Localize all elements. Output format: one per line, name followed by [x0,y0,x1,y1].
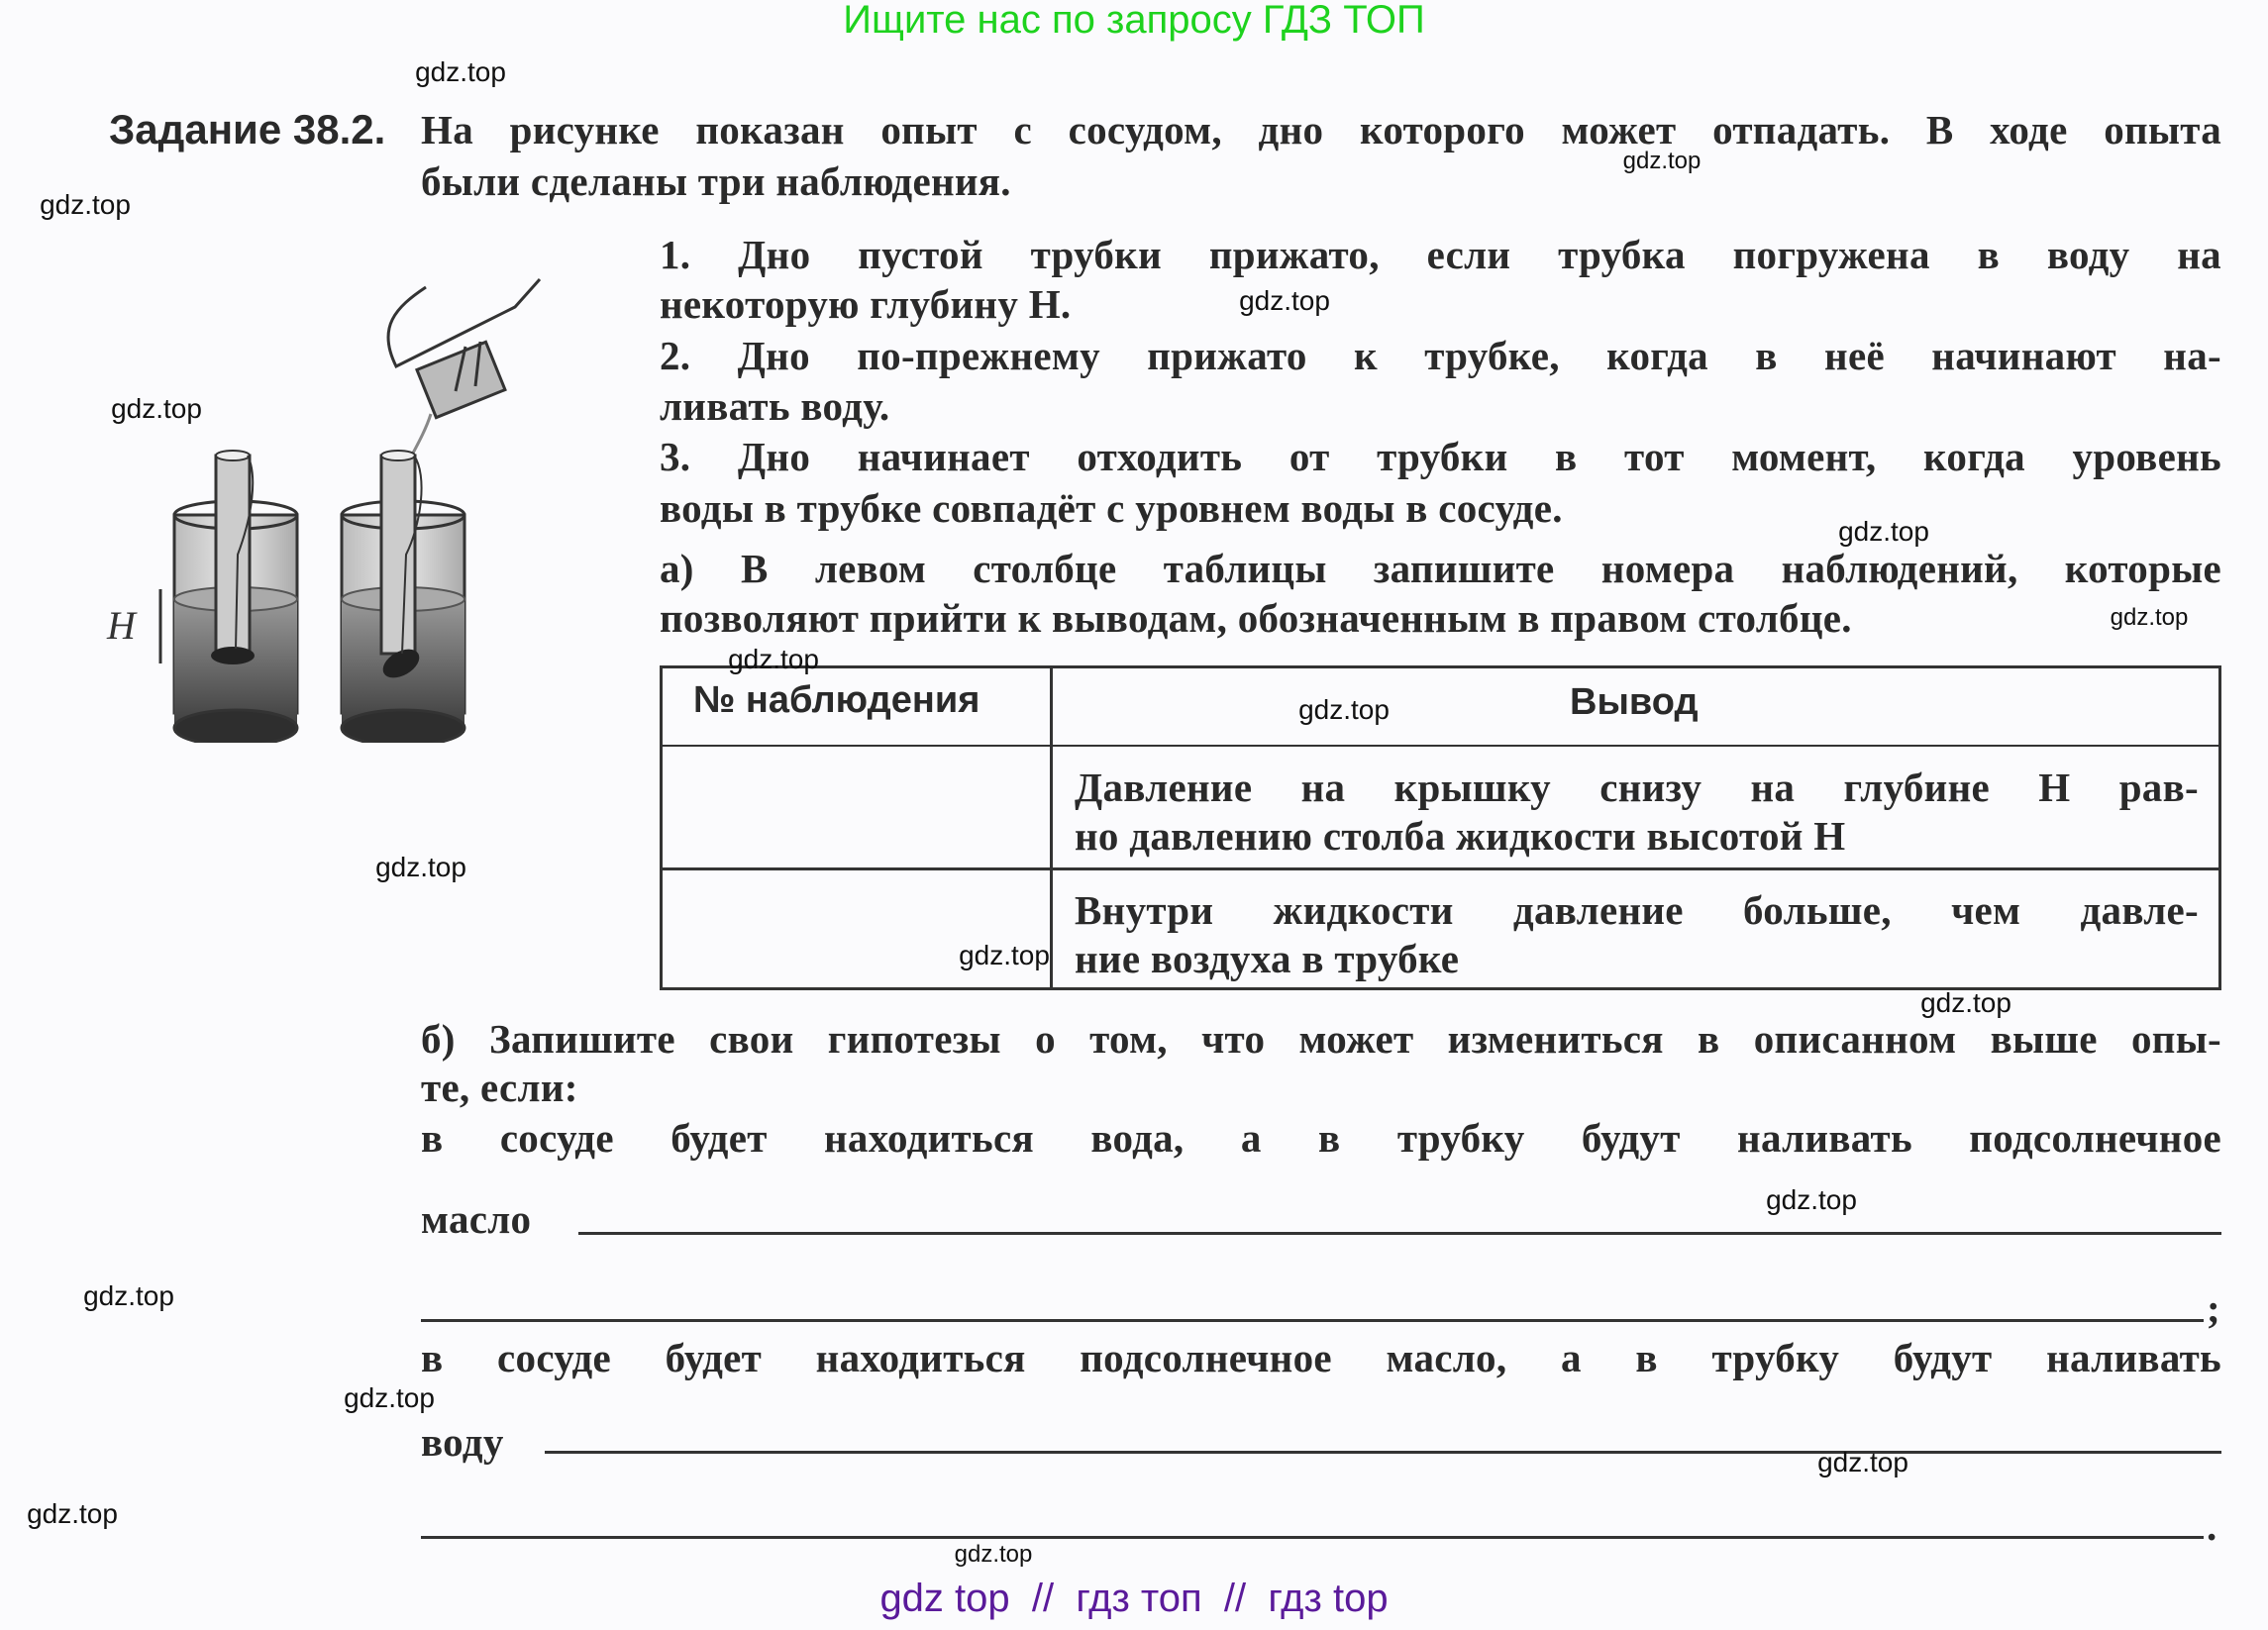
case-2-line: в сосуде будет находиться подсолнечное масло, а в трубку будут наливать [421,1335,2221,1380]
observation-1-line-2: некоторую глубину H. [660,281,1072,327]
depth-label-h: H [107,603,136,648]
watermark: gdz.top [111,393,202,424]
watermark: gdz.top [83,1280,174,1311]
table-row-divider [660,867,2221,870]
table-row-1-conclusion-line-2: но давлению столба жидкости высотой H [1075,813,1846,859]
watermark: gdz.top [959,940,1050,970]
watermark: gdz.top [1920,987,2011,1018]
observation-2-line-2: ливать воду. [660,383,890,429]
table-row-2-conclusion-line-1: Внутри жидкости давление больше, чем давле- [1075,887,2199,933]
part-a-line-1: а) В левом столбце таблицы запишите номера наблюдений, которые [660,546,2221,591]
watermark: gdz.top [2110,604,2189,631]
table-row-1-conclusion-line-1: Давление на крышку снизу на глубине H рав- [1075,764,2199,810]
watermark: gdz.top [40,189,131,220]
case-1-line: в сосуде будет находиться вода, а в трубку будут наливать подсолнечное [421,1115,2221,1161]
left-vessel-icon [174,451,297,743]
watermark: gdz.top [1239,285,1330,316]
watermark: gdz.top [27,1498,118,1529]
watermark: gdz.top [1838,516,1929,547]
watermark: gdz.top [415,56,506,87]
case-2-end-punct: . [2207,1503,2217,1549]
case-2-answer-field-2[interactable] [421,1492,2204,1539]
table-row-1-observation-cell[interactable] [666,751,1046,864]
right-vessel-icon [342,451,464,743]
search-banner: Ищите нас по запросу ГДЗ ТОП [843,0,1425,42]
case-1-answer-field-2[interactable] [421,1275,2204,1322]
watermark: gdz.top [1298,694,1390,725]
part-a-line-2: позволяют прийти к выводам, обозначенным в правом столбце. [660,595,1852,641]
watermark: gdz.top [375,852,466,882]
case-1-answer-field-1[interactable] [578,1188,2221,1235]
case-2-answer-field-1[interactable] [545,1407,2221,1454]
part-b-line-1: б) Запишите свои гипотезы о том, что может измениться в описанном выше опы- [421,1016,2221,1062]
watermark: gdz.top [1622,148,1701,174]
intro-line-1: На рисунке показан опыт с сосудом, дно которого может отпадать. В ходе опыта [421,107,2221,153]
observation-3-line-2: воды в трубке совпадёт с уровнем воды в сосуде. [660,485,1563,531]
watermark: gdz.top [728,644,819,674]
footer-links: gdz top // гдз топ // гдз top [879,1577,1389,1620]
task-label: Задание 38.2. [109,106,386,153]
watermark: gdz.top [344,1382,435,1413]
table-header-observation: № наблюдения [693,679,980,721]
case-1-end-punct: ; [2207,1285,2220,1331]
part-b-line-2: те, если: [421,1065,578,1110]
table-column-divider [1050,665,1053,990]
table-header-divider [660,745,2221,747]
watermark: gdz.top [1817,1447,1908,1477]
case-2-word: воду [421,1419,504,1465]
watermark: gdz.top [1766,1184,1857,1215]
experiment-illustration [99,228,634,743]
case-1-word: масло [421,1196,532,1242]
observation-3-line-1: 3. Дно начинает отходить от трубки в тот момент, когда уровень [660,434,2221,479]
table-row-2-conclusion-line-2: ние воздуха в трубке [1075,936,1460,981]
observation-2-line-1: 2. Дно по-прежнему прижато к трубке, когда в неё начинают на- [660,333,2221,378]
observation-1-line-1: 1. Дно пустой трубки прижато, если трубка погружена в воду на [660,232,2221,277]
intro-line-2: были сделаны три наблюдения. [421,158,1011,204]
watermark: gdz.top [954,1541,1033,1568]
table-header-conclusion: Вывод [1570,681,1699,723]
